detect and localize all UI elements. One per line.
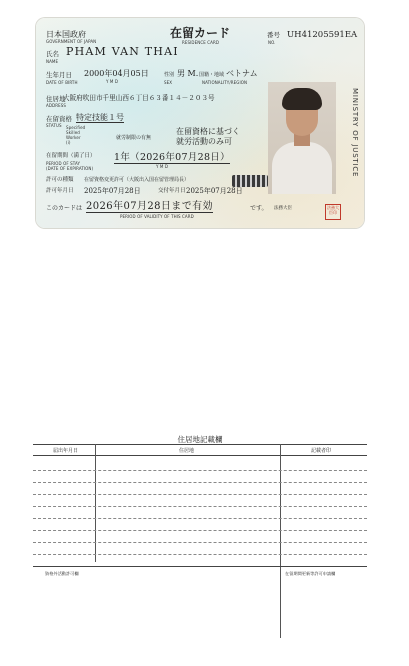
nationality-label-jp: 国籍・地域 — [199, 72, 225, 78]
back-title: 住居地記載欄 — [177, 435, 223, 444]
status-sub-1: Skilled — [66, 130, 80, 135]
sex-label-en: SEX — [164, 80, 173, 85]
holder-photo — [268, 82, 336, 194]
status-label-en: STATUS — [46, 123, 62, 128]
issue-date-label: 交付年月日 — [158, 188, 186, 194]
number-label-jp: 番号 — [267, 31, 280, 39]
table-divider — [95, 444, 96, 562]
permit-date-value: 2025年07月28日 — [84, 187, 141, 195]
sex-label-jp: 性別 — [164, 72, 175, 78]
issuer: 法務大臣 — [274, 206, 292, 211]
col-seal: 記載者印 — [311, 448, 332, 454]
table-row — [33, 482, 367, 483]
table-divider — [280, 444, 281, 638]
dob-label-en: DATE OF BIRTH — [46, 80, 78, 85]
table-row — [33, 494, 367, 495]
table-row — [33, 554, 367, 555]
hologram-icon — [232, 175, 268, 187]
residence-card-front — [36, 18, 364, 228]
permit-type-value: 在留資格変更許可（大阪出入国在留管理局長） — [84, 177, 190, 183]
ministry-seal-icon: 法務大臣印 — [325, 204, 341, 220]
col-address: 住居地 — [179, 448, 195, 454]
period-ymd: Y M D — [156, 164, 169, 169]
card-title-jp: 在留カード — [170, 26, 231, 40]
number-label-en: NO. — [268, 40, 276, 45]
dob-label-jp: 生年月日 — [46, 71, 72, 79]
gov-en: GOVERNMENT OF JAPAN — [46, 39, 97, 44]
residence-card-back — [33, 430, 367, 638]
table-row — [33, 542, 367, 543]
holder-name: PHAM VAN THAI — [66, 45, 179, 58]
validity-prefix: このカードは — [46, 205, 83, 212]
period-value: 1年（2026年07月28日） — [114, 152, 230, 163]
sex-value: 男 M. — [177, 69, 199, 78]
dob-ymd: Y M D — [106, 79, 119, 84]
table-row — [33, 470, 367, 471]
table-row — [33, 518, 367, 519]
gov-jp: 日本国政府 — [46, 30, 86, 39]
table-row — [33, 506, 367, 507]
period-label-en-1: PERIOD OF STAY — [46, 161, 81, 166]
validity-suffix: です。 — [250, 205, 268, 212]
col-date: 届出年月日 — [53, 448, 79, 454]
period-label-en-2: (DATE OF EXPIRATION) — [46, 166, 94, 171]
footer-right: 在留期間更新等許可申請欄 — [285, 571, 336, 576]
issue-date-value: 2025年07月28日 — [186, 187, 243, 195]
name-label-en: NAME — [46, 59, 59, 64]
ministry-label: MINISTRY OF JUSTICE — [351, 88, 359, 178]
validity-en: PERIOD OF VALIDITY OF THIS CARD — [120, 214, 194, 219]
nationality-value: ベトナム — [226, 69, 258, 78]
footer-left: 資格外活動許可欄 — [45, 571, 79, 576]
validity-value: 2026年07月28日まで有効 — [86, 201, 213, 212]
status-sub-0: Specified — [66, 125, 86, 130]
nationality-label-en: NATIONALITY/REGION — [202, 80, 248, 85]
status-value: 特定技能１号 — [76, 113, 124, 122]
status-sub-3: (i) — [66, 140, 71, 145]
period-label-jp: 在留期間（満了日） — [46, 153, 96, 159]
work-restriction-value-2: 就労活動のみ可 — [176, 137, 232, 146]
card-number: UH41205591EA — [287, 30, 358, 40]
address-label-jp: 住居地 — [46, 95, 66, 103]
footer-separator — [33, 566, 367, 567]
table-row — [33, 530, 367, 531]
work-restriction-value-1: 在留資格に基づく — [176, 127, 240, 136]
address-label-en: ADDRESS — [46, 103, 66, 108]
dob-value: 2000年04月05日 — [84, 69, 149, 78]
status-sub-2: Worker — [66, 135, 81, 140]
status-label-jp: 在留資格 — [46, 115, 72, 123]
card-title-en: RESIDENCE CARD — [182, 40, 220, 45]
name-label-jp: 氏名 — [46, 50, 59, 58]
address-table-header — [33, 444, 367, 456]
permit-date-label: 許可年月日 — [46, 188, 74, 194]
address-value: 大阪府吹田市千里山西６丁目６３番１４－２０３号 — [63, 94, 215, 102]
work-restriction-label: 就労制限の有無 — [116, 135, 152, 141]
permit-type-label: 許可の種類 — [46, 177, 74, 183]
